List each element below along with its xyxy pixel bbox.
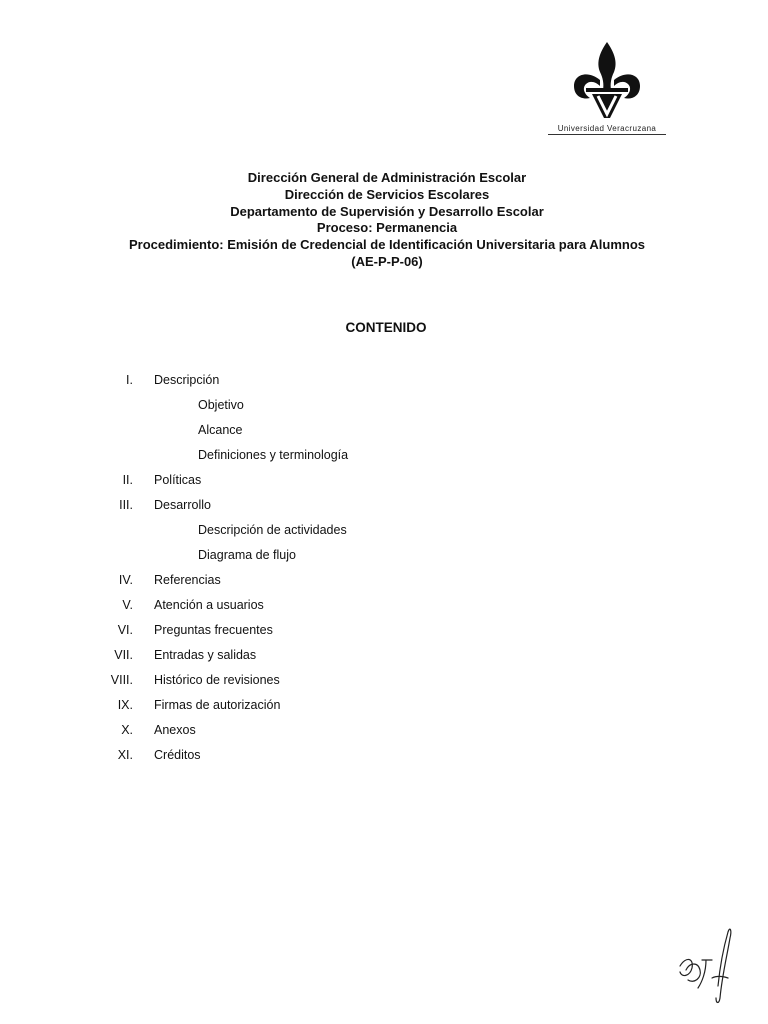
toc-label: Desarrollo [154,498,211,512]
toc-label: Descripción de actividades [198,523,347,537]
toc-label: Referencias [154,573,221,587]
toc-number: III. [119,498,133,512]
header-line: Departamento de Supervisión y Desarrollo Escolar [230,203,544,219]
toc-label: Entradas y salidas [154,648,257,662]
university-logo [548,40,666,136]
header-line: Proceso: Permanencia [316,220,458,236]
toc-number: I. [126,373,133,387]
toc-label: Descripción [154,373,220,387]
toc-label: Objetivo [198,398,244,412]
toc-label: Histórico de revisiones [154,673,280,687]
toc-number: XI. [117,748,133,762]
toc-number: II. [122,473,133,487]
toc-label: Créditos [154,748,201,762]
toc-label: Preguntas frecuentes [154,623,273,637]
toc-label: Políticas [154,473,202,487]
toc-label: Alcance [198,423,243,437]
toc-number: V. [122,598,133,612]
uv-flor-de-lis-icon [570,40,644,120]
toc-number: X. [121,723,133,737]
contents-title: CONTENIDO [345,320,427,335]
header-line: (AE-P-P-06) [351,253,423,269]
toc-number: VII. [114,648,133,662]
header-line: Procedimiento: Emisión de Credencial de Identificación Universitaria para Alumnos [128,237,646,253]
handwritten-initials-signature [672,926,752,1006]
toc-label: Anexos [154,723,196,737]
toc-number: IV. [118,573,133,587]
logo-caption: Universidad Veracruzana [548,124,666,135]
toc-label: Diagrama de flujo [198,548,296,562]
toc-label: Atención a usuarios [154,598,264,612]
toc-number: IX. [117,698,133,712]
document-header [0,170,768,271]
toc-number: VIII. [110,673,133,687]
header-line: Dirección de Servicios Escolares [284,186,490,202]
toc-label: Definiciones y terminología [198,448,349,462]
toc-number: VI. [117,623,133,637]
toc-label: Firmas de autorización [154,698,281,712]
header-line: Dirección General de Administración Escolar [247,170,527,185]
